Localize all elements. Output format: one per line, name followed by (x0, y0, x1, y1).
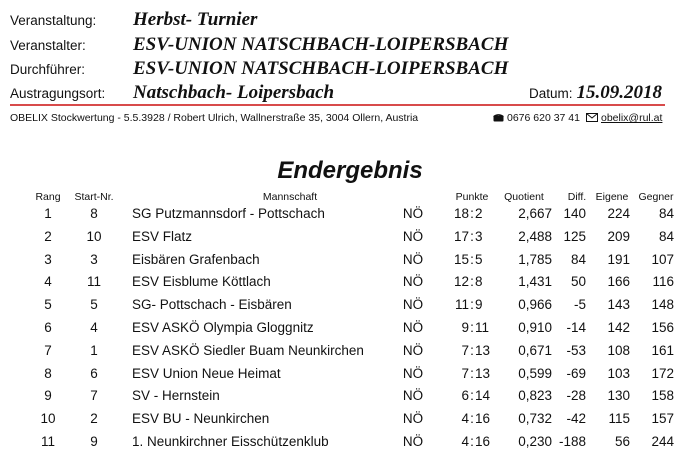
table-row (0, 252, 700, 274)
diff-cell: -53 (566, 342, 586, 358)
region-cell: NÖ (402, 251, 424, 267)
table-row (0, 206, 700, 228)
team-name-cell: ESV BU - Neunkirchen (132, 411, 270, 427)
team-name-cell: 1. Neunkirchner Eisschützenklub (132, 434, 329, 449)
quotient-cell: 2,488 (518, 228, 552, 244)
mail-block[interactable] (586, 112, 662, 124)
veranstaltung-label: Veranstaltung: (10, 13, 97, 28)
eigene-cell: 166 (607, 274, 630, 290)
col-gegner-header: Gegner (638, 191, 674, 203)
region-cell: NÖ (402, 297, 424, 313)
diff-cell: 50 (570, 274, 586, 290)
start-number-cell: 4 (90, 320, 98, 335)
rang-cell: 9 (44, 388, 52, 404)
region-cell: NÖ (402, 206, 424, 221)
eigene-cell: 143 (607, 297, 630, 313)
table-header (0, 191, 700, 205)
phone-block (493, 112, 580, 124)
region-cell: NÖ (402, 365, 424, 381)
gegner-cell: 148 (651, 297, 674, 313)
gegner-cell: 161 (651, 342, 674, 358)
row-veranstalter (10, 34, 672, 56)
punkte-cell (442, 434, 506, 449)
footer-info: OBELIX Stockwertung - 5.5.3928 / Robert Ulrich, Wallnerstraße 35, 3004 Ollern, Austria (10, 112, 419, 124)
table-row (0, 274, 700, 296)
table-row (0, 343, 700, 365)
start-number-cell: 10 (86, 228, 102, 244)
punkte-cell (442, 411, 506, 426)
rang-cell: 1 (44, 206, 52, 221)
start-number-cell: 5 (90, 297, 98, 313)
region-cell: NÖ (402, 274, 424, 290)
punkte-won: 15 (453, 251, 469, 267)
austragungsort-value: Natschbach- Loipersbach (133, 82, 335, 103)
phone-icon (493, 113, 504, 122)
eigene-cell: 130 (607, 388, 630, 404)
gegner-cell: 157 (651, 411, 674, 427)
team-name-cell: Eisbären Grafenbach (132, 251, 260, 267)
eigene-cell: 142 (607, 320, 630, 335)
punkte-lost: 5 (475, 251, 483, 267)
start-number-cell: 9 (90, 434, 98, 449)
punkte-won: 12 (453, 274, 469, 290)
punkte-separator: : (470, 274, 474, 290)
col-eigene-header: Eigene (595, 191, 629, 203)
diff-cell: -42 (566, 411, 586, 427)
start-number-cell: 11 (86, 274, 101, 290)
email-link[interactable]: obelix@rul.at (601, 112, 663, 124)
eigene-cell: 56 (614, 434, 630, 449)
punkte-lost: 11 (475, 320, 490, 335)
punkte-cell (442, 320, 506, 335)
rang-cell: 6 (44, 320, 52, 335)
region-cell: NÖ (402, 228, 424, 244)
col-punkte-header: Punkte (455, 191, 489, 203)
team-name-cell: ESV ASKÖ Siedler Buam Neunkirchen (132, 342, 364, 358)
rang-cell: 2 (44, 228, 52, 244)
col-team-header: Mannschaft (262, 191, 318, 203)
phone-number: 0676 620 37 41 (507, 112, 580, 124)
diff-cell: 125 (563, 228, 586, 244)
durchfuehrer-label: Durchführer: (10, 62, 86, 77)
punkte-lost: 8 (475, 274, 483, 290)
punkte-won: 17 (453, 228, 469, 244)
eigene-cell: 209 (607, 228, 630, 244)
eigene-cell: 108 (607, 342, 630, 358)
gegner-cell: 158 (651, 388, 674, 404)
punkte-separator: : (470, 411, 474, 427)
datum-label: Datum: (528, 86, 573, 101)
team-name-cell: SG- Pottschach - Eisbären (132, 297, 292, 313)
punkte-won: 4 (461, 434, 469, 449)
punkte-separator: : (470, 228, 474, 244)
col-quotient-header: Quotient (504, 191, 544, 203)
diff-cell: -28 (566, 388, 586, 404)
punkte-cell (442, 297, 506, 312)
punkte-won: 6 (461, 388, 469, 404)
page-title: Endergebnis (277, 157, 423, 184)
punkte-won: 7 (461, 365, 469, 381)
envelope-icon (586, 113, 598, 122)
table-row (0, 320, 700, 342)
austragungsort-label: Austragungsort: (10, 86, 106, 101)
quotient-cell: 0,230 (518, 434, 552, 449)
punkte-separator: : (470, 342, 474, 358)
quotient-cell: 0,823 (518, 388, 552, 404)
punkte-cell (442, 274, 506, 289)
quotient-cell: 0,599 (518, 365, 552, 381)
eigene-cell: 103 (607, 365, 630, 381)
eigene-cell: 224 (607, 206, 630, 221)
start-number-cell: 2 (90, 411, 98, 427)
rang-cell: 10 (40, 411, 56, 427)
row-durchfuehrer (10, 58, 672, 80)
team-name-cell: SG Putzmannsdorf - Pottschach (132, 206, 325, 221)
punkte-cell (442, 366, 506, 381)
rang-cell: 5 (44, 297, 52, 313)
eigene-cell: 191 (607, 251, 630, 267)
diff-cell: -5 (573, 297, 586, 313)
quotient-cell: 0,732 (518, 411, 552, 427)
header-divider (10, 104, 665, 106)
team-name-cell: ESV Eisblume Köttlach (132, 274, 271, 290)
punkte-cell (442, 252, 506, 267)
col-start-header: Start-Nr. (74, 191, 114, 203)
punkte-lost: 9 (475, 297, 483, 313)
region-cell: NÖ (402, 342, 424, 358)
punkte-won: 11 (454, 297, 469, 313)
col-rang-header: Rang (35, 191, 61, 203)
rang-cell: 8 (44, 365, 52, 381)
gegner-cell: 172 (651, 365, 674, 381)
start-number-cell: 3 (90, 251, 98, 267)
table-row (0, 366, 700, 388)
gegner-cell: 116 (652, 274, 674, 290)
date-block (529, 82, 662, 104)
diff-cell: -188 (558, 434, 586, 449)
row-austragungsort (10, 82, 672, 104)
datum-value: 15.09.2018 (576, 82, 662, 103)
punkte-won: 18 (453, 206, 469, 221)
start-number-cell: 8 (90, 206, 98, 221)
rang-cell: 4 (44, 274, 52, 290)
quotient-cell: 2,667 (518, 206, 552, 221)
punkte-won: 9 (461, 320, 469, 335)
gegner-cell: 84 (658, 228, 674, 244)
punkte-cell (442, 206, 506, 221)
table-row (0, 297, 700, 319)
region-cell: NÖ (402, 320, 424, 335)
rang-cell: 7 (44, 342, 52, 358)
punkte-separator: : (470, 320, 474, 335)
diff-cell: 140 (563, 206, 586, 221)
eigene-cell: 115 (608, 411, 630, 427)
punkte-separator: : (470, 297, 474, 313)
gegner-cell: 84 (658, 206, 674, 221)
team-name-cell: ESV Union Neue Heimat (132, 365, 281, 381)
diff-cell: -69 (566, 365, 586, 381)
punkte-lost: 13 (475, 342, 491, 358)
table-row (0, 388, 700, 410)
diff-cell: 84 (570, 251, 586, 267)
durchfuehrer-value: ESV-UNION NATSCHBACH-LOIPERSBACH (133, 58, 509, 79)
rang-cell: 11 (40, 434, 55, 449)
quotient-cell: 1,785 (518, 251, 552, 267)
start-number-cell: 7 (90, 388, 98, 404)
table-row (0, 411, 700, 433)
punkte-lost: 2 (475, 206, 483, 221)
quotient-cell: 0,671 (518, 342, 552, 358)
start-number-cell: 6 (90, 365, 98, 381)
quotient-cell: 0,966 (518, 297, 552, 313)
punkte-separator: : (470, 251, 474, 267)
rang-cell: 3 (44, 251, 52, 267)
row-veranstaltung (10, 9, 672, 31)
diff-cell: -14 (566, 320, 586, 335)
punkte-lost: 3 (475, 228, 483, 244)
gegner-cell: 244 (651, 434, 674, 449)
quotient-cell: 1,431 (518, 274, 552, 290)
region-cell: NÖ (402, 388, 424, 404)
punkte-cell (442, 229, 506, 244)
punkte-lost: 16 (475, 411, 491, 427)
punkte-lost: 14 (475, 388, 491, 404)
punkte-cell (442, 343, 506, 358)
table-row (0, 229, 700, 251)
team-name-cell: ESV ASKÖ Olympia Gloggnitz (132, 320, 314, 335)
punkte-separator: : (470, 388, 474, 404)
punkte-separator: : (470, 365, 474, 381)
punkte-cell (442, 388, 506, 403)
veranstalter-label: Veranstalter: (10, 38, 86, 53)
start-number-cell: 1 (90, 342, 98, 358)
team-name-cell: ESV Flatz (132, 228, 193, 244)
gegner-cell: 156 (651, 320, 674, 335)
col-diff-header: Diff. (567, 191, 587, 203)
punkte-won: 4 (461, 411, 469, 427)
punkte-lost: 13 (475, 365, 491, 381)
punkte-lost: 16 (475, 434, 491, 449)
punkte-won: 7 (461, 342, 469, 358)
region-cell: NÖ (402, 411, 424, 427)
table-row (0, 434, 700, 456)
veranstalter-value: ESV-UNION NATSCHBACH-LOIPERSBACH (133, 34, 509, 55)
punkte-separator: : (470, 434, 474, 449)
region-cell: NÖ (402, 434, 424, 449)
punkte-separator: : (470, 206, 474, 221)
team-name-cell: SV - Hernstein (132, 388, 220, 404)
quotient-cell: 0,910 (518, 320, 552, 335)
veranstaltung-value: Herbst- Turnier (133, 9, 258, 30)
gegner-cell: 107 (651, 251, 674, 267)
